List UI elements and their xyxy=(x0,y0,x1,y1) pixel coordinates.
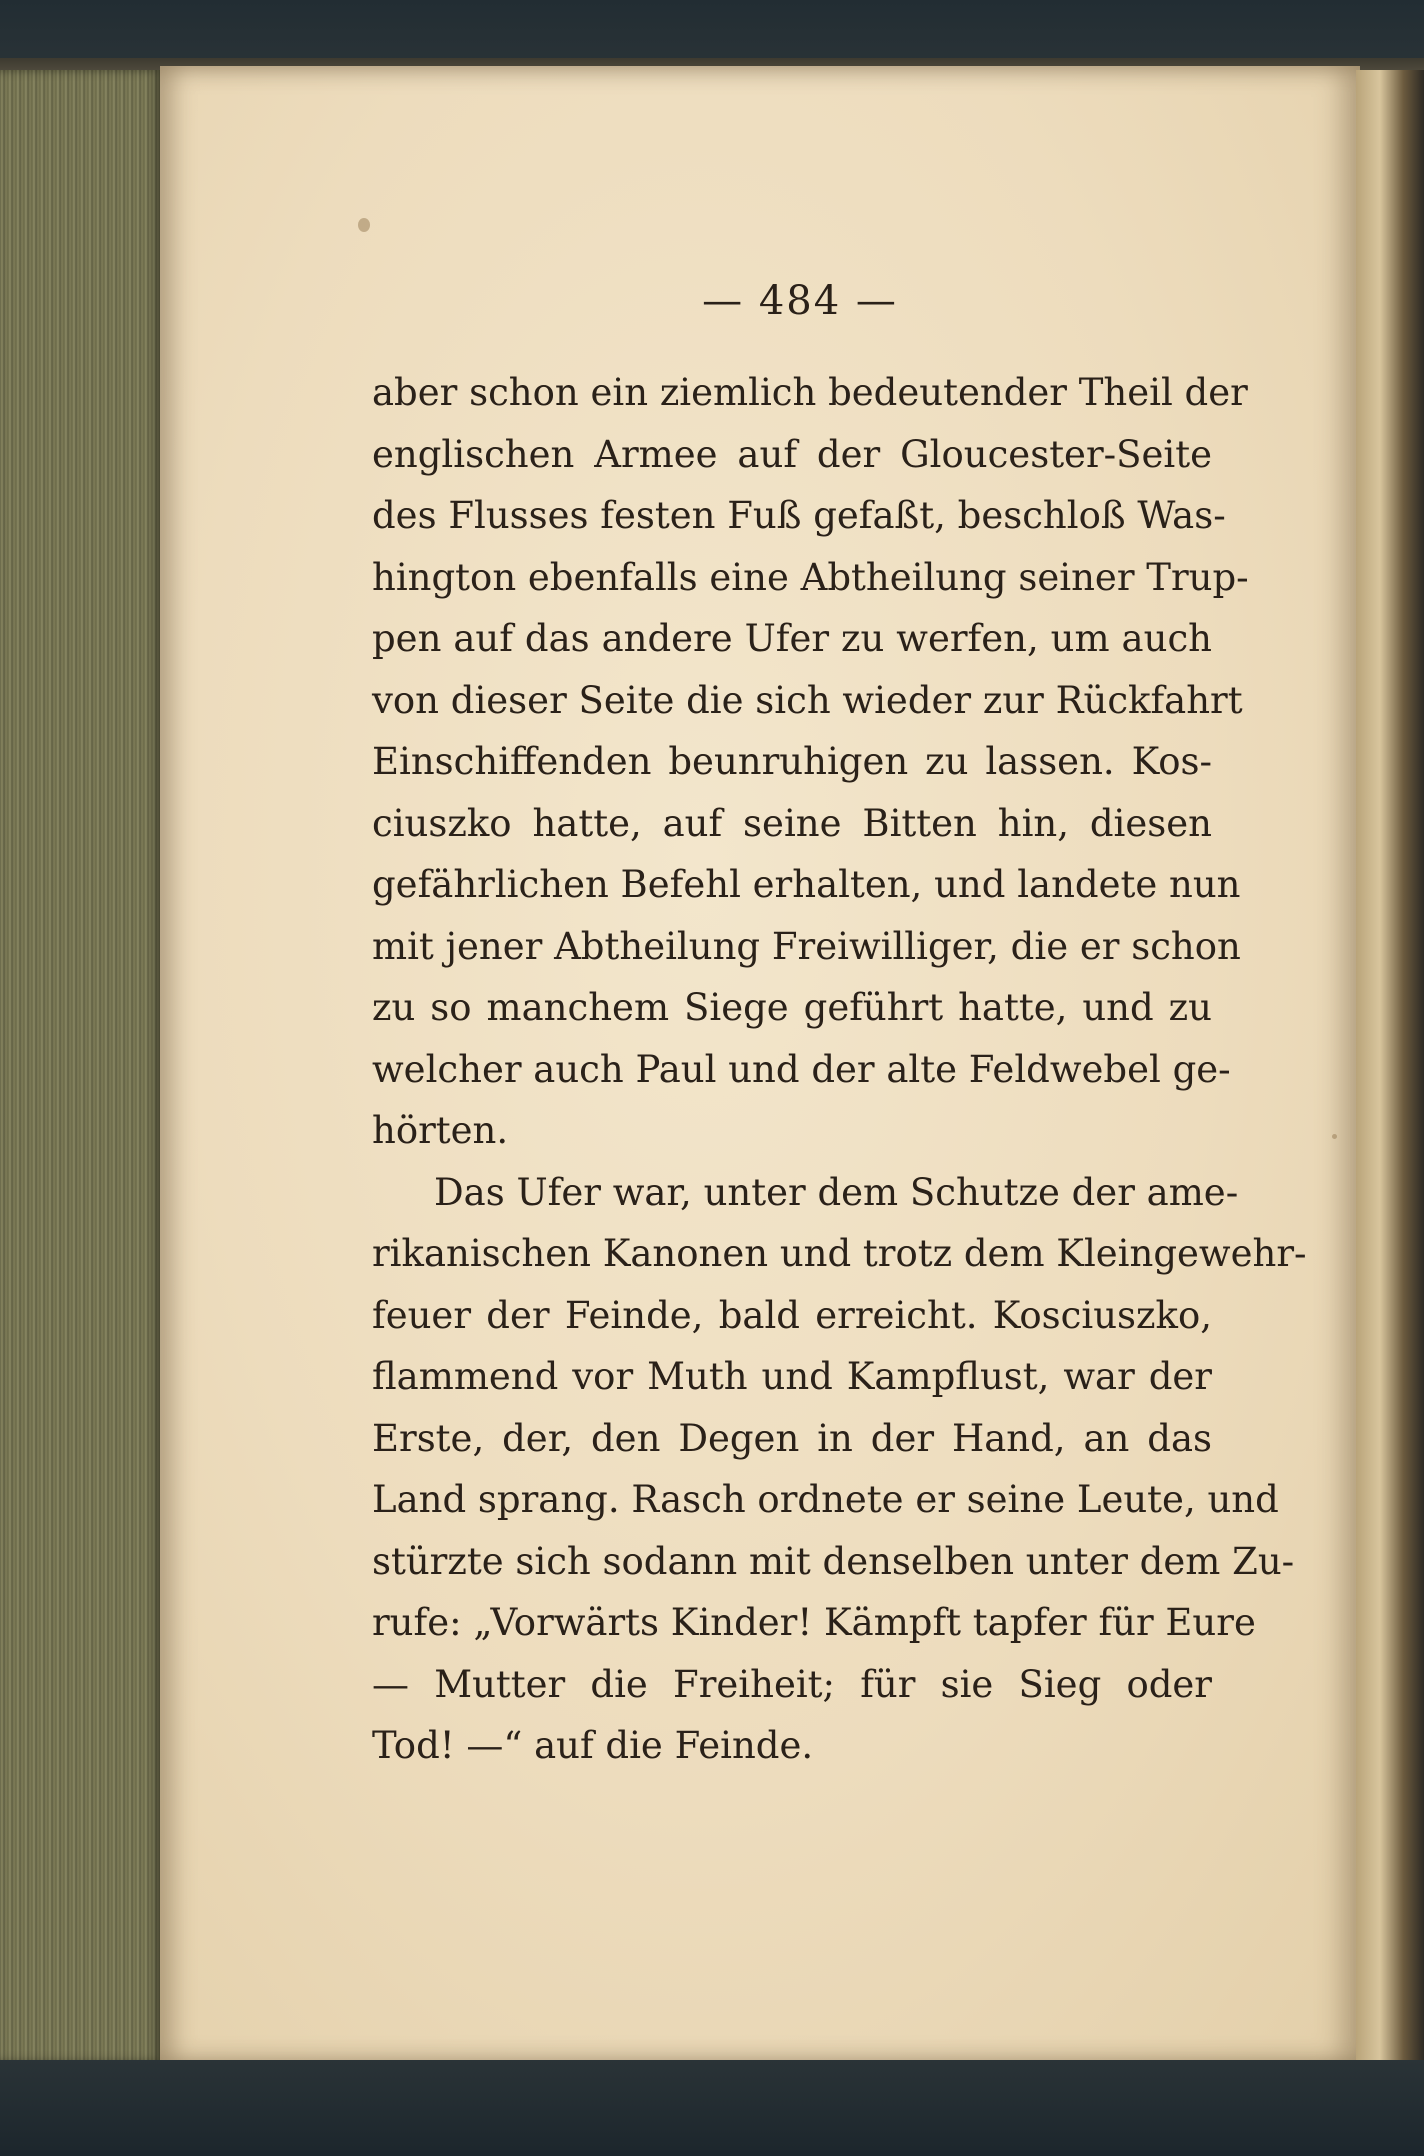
text-line: rufe: „Vorwärts Kinder! Kämpft tapfer für Eure xyxy=(372,1601,1256,1644)
text-line: — Mutter die Freiheit; für sie Sieg oder xyxy=(372,1662,1212,1706)
text-line: des Flusses festen Fuß gefaßt, beschloß Was- xyxy=(372,494,1226,537)
paper-spot xyxy=(358,218,370,232)
text-line: aber schon ein ziemlich bedeutender Theil der xyxy=(372,371,1248,414)
text-line: welcher auch Paul und der alte Feldwebel ge- xyxy=(372,1047,1231,1091)
text-line: mit jener Abtheilung Freiwilliger, die er schon xyxy=(372,924,1241,968)
text-line: hington ebenfalls eine Abtheilung seiner Trup- xyxy=(372,555,1249,599)
body-text xyxy=(372,362,1307,1777)
text-line: feuer der Feinde, bald erreicht. Kosciuszko, xyxy=(372,1293,1212,1337)
text-line: Erste, der, den Degen in der Hand, an das xyxy=(372,1416,1212,1460)
text-line: flammend vor Muth und Kampflust, war der xyxy=(372,1355,1212,1398)
background-bottom xyxy=(0,2060,1424,2156)
text-line: stürzte sich sodann mit denselben unter dem Zu- xyxy=(372,1539,1295,1583)
text-line: englischen Armee auf der Gloucester-Seite xyxy=(372,432,1212,476)
text-line: Tod! —“ auf die Feinde. xyxy=(372,1724,814,1767)
page-stack-edges xyxy=(0,70,162,2062)
text-line: von dieser Seite die sich wieder zur Rückfahrt xyxy=(372,678,1243,722)
paper-spot xyxy=(1332,1134,1337,1139)
page-number: — 484 — xyxy=(702,278,898,324)
text-line: ciuszko hatte, auf seine Bitten hin, diesen xyxy=(372,801,1212,845)
text-line: zu so manchem Siege geführt hatte, und zu xyxy=(372,986,1212,1029)
paragraph-start-line: Das Ufer war, unter dem Schutze der ame- xyxy=(434,1170,1239,1214)
text-line: pen auf das andere Ufer zu werfen, um auch xyxy=(372,617,1212,660)
text-line: rikanischen Kanonen und trotz dem Kleingewehr- xyxy=(372,1232,1307,1275)
text-line: hörten. xyxy=(372,1109,509,1152)
text-line: Land sprang. Rasch ordnete er seine Leute, und xyxy=(372,1478,1279,1521)
book-spine-right xyxy=(1356,70,1424,2062)
text-line: gefährlichen Befehl erhalten, und landete nun xyxy=(372,863,1241,906)
text-line: Einschiffenden beunruhigen zu lassen. Kos- xyxy=(372,740,1212,783)
